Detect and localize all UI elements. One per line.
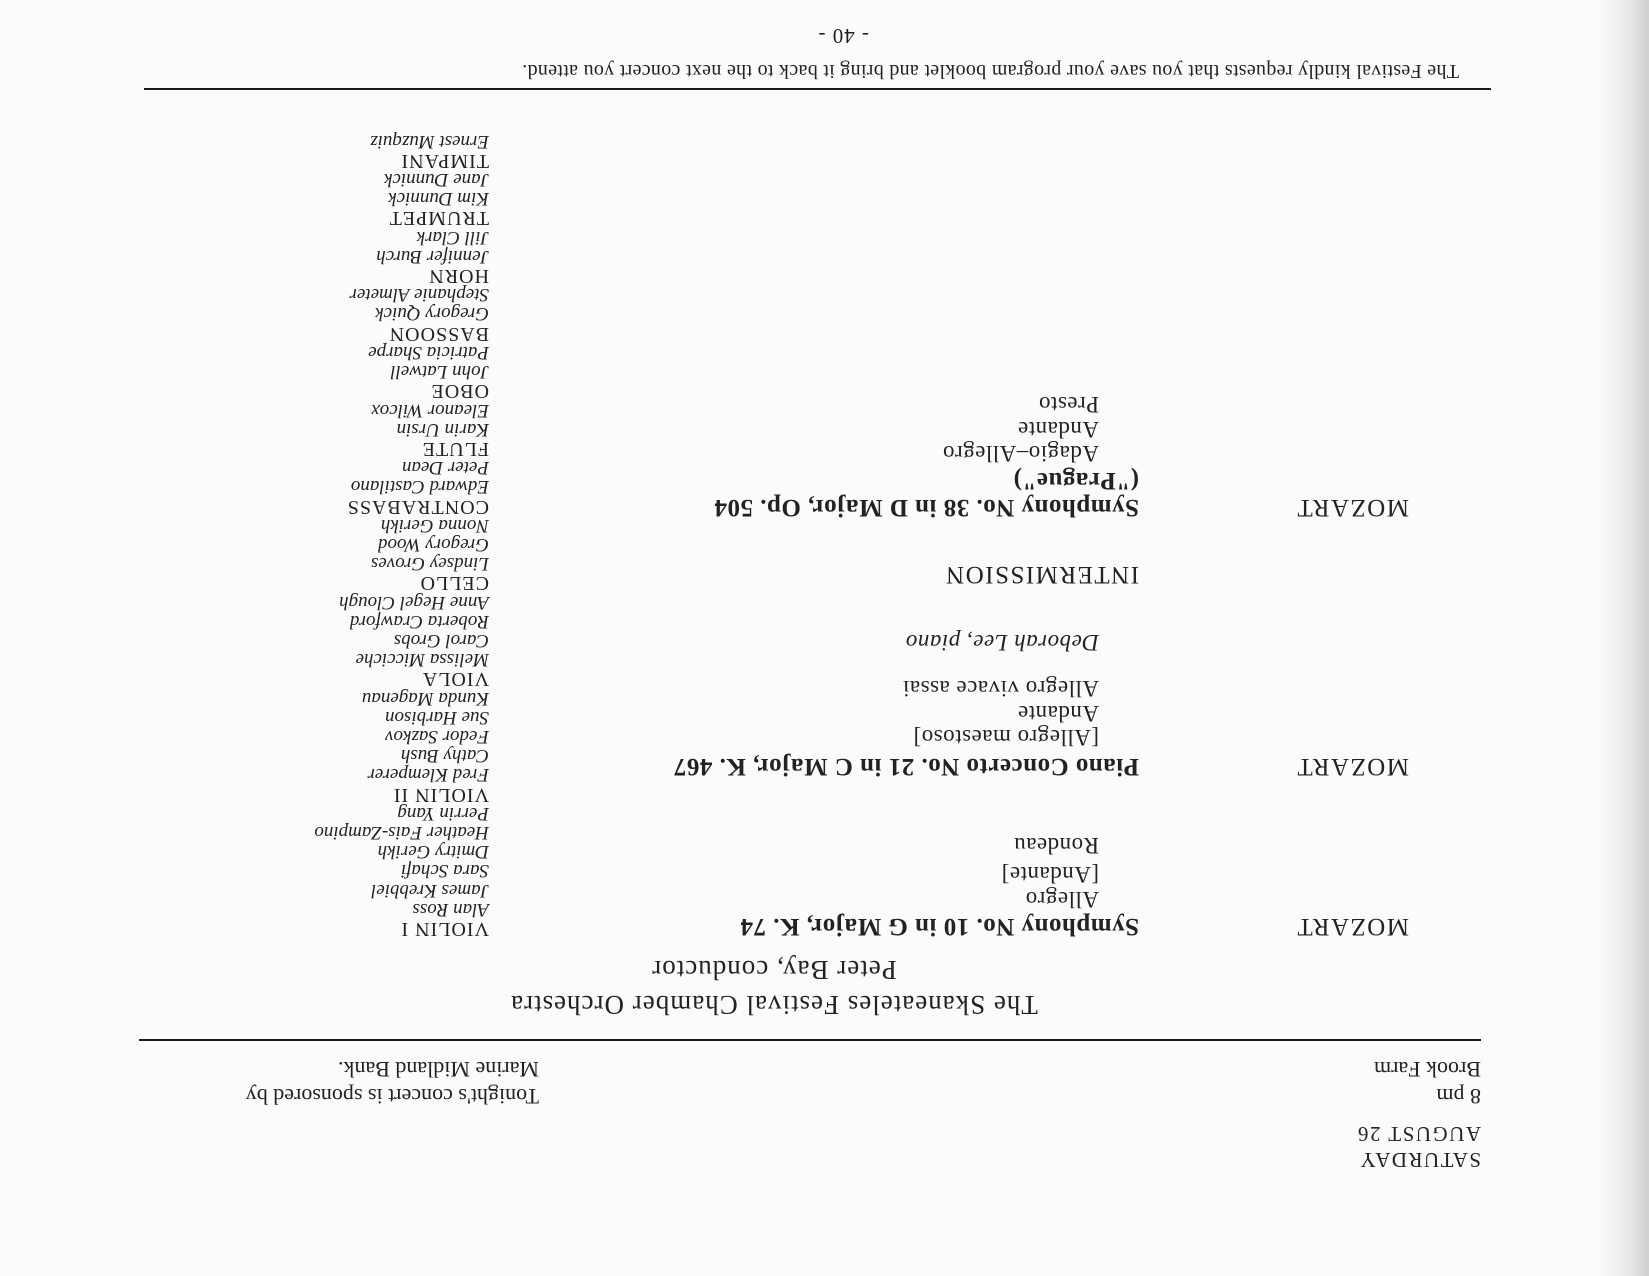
roster-name: Kunda Magenau [361,687,489,709]
roster-name: Roberta Crawford [349,610,489,632]
roster-section-horn: HORN [428,265,489,288]
conductor: Peter Bay, conductor [651,955,897,985]
roster-name: Nonna Gerikh [380,514,489,536]
roster-section-trumpet: TRUMPET [388,207,489,230]
roster-name: Anne Hegel Clough [339,591,489,613]
work3-movement-3: Presto [1038,392,1099,417]
roster-name: James Krebbiel [370,879,489,901]
orchestra-name: The Skaneateles Festival Chamber Orchestra [510,990,1038,1020]
concert-date: AUGUST 26 [1356,1122,1481,1146]
concert-venue: Brook Farm [1374,1057,1481,1082]
work3-movement-1: Adagio–Allegro [942,441,1099,466]
roster-name: Carol Grobs [393,629,489,651]
work2-title: Piano Concerto No. 21 in C Major, K. 467 [673,753,1139,780]
roster-name: Alan Ross [412,898,489,920]
roster-name: Jill Clark [416,226,489,248]
footer-note: The Festival kindly requests that you save your program booklet and bring it back to the next concert you attend. [521,60,1459,82]
roster-section-violin1: VIOLIN I [400,918,489,940]
roster-name: Gregory Quick [375,303,489,325]
roster-name: Lindsey Groves [370,553,489,575]
work1-composer: MOZART [1295,913,1409,940]
work1-movement-1: Allegro [1025,887,1099,912]
roster-name: Dmitry Gerikh [377,841,489,863]
work1-movement-2: [Andante] [1001,862,1099,887]
work3-title: Symphony No. 38 in D Major, Op. 504 [714,494,1139,521]
roster-section-timpani: TIMPANI [400,149,489,172]
scan-edge-shadow [1597,0,1649,1276]
roster-name: Melissa Micciche [355,649,489,671]
roster-name: Edward Castilano [350,476,489,498]
roster-name: Patricia Sharpe [368,341,489,363]
roster-name: Kim Dunnick [388,188,489,210]
roster-name: Gregory Wood [377,533,489,555]
roster-section-oboe: OBOE [430,380,489,403]
roster-name: Cathy Bush [400,745,489,767]
roster-name: Karin Ursin [396,418,489,440]
roster-name: Eleanor Wilcox [371,399,489,421]
work1-title: Symphony No. 10 in G Major, K. 74 [740,913,1139,940]
work2-movement-3: Allegro vivace assai [902,676,1099,701]
roster-section-flute: FLUTE [421,437,489,460]
concert-time: 8 pm [1436,1084,1481,1109]
roster-section-viola: VIOLA [421,668,489,691]
work2-movement-1: [Allegro maestoso] [913,725,1099,750]
work2-soloist: Deborah Lee, piano [905,630,1099,655]
roster-name: Heather Fais-Zampino [314,821,489,843]
sponsor-line-1: Tonight's concert is sponsored by [245,1084,539,1109]
roster-name: Sara Schafi [400,860,489,882]
sponsor-line-2: Marine Midland Bank. [337,1057,539,1082]
work2-movement-2: Andante [1017,701,1099,726]
concert-day: SATURDAY [1358,1148,1481,1172]
roster-name: Jane Dunnick [384,169,489,191]
roster-section-violin2: VIOLIN II [392,783,489,806]
work1-movement-3: Rondeau [1013,833,1099,858]
roster-name: John Latwell [390,361,489,383]
intermission: INTERMISSION [944,561,1139,588]
roster-name: Stephanie Almeter [349,284,489,306]
roster-name: Sue Harbison [385,706,489,728]
work2-composer: MOZART [1295,753,1409,780]
roster-name: Fedor Sazkov [385,725,489,747]
work3-subtitle: ("Prague") [1013,467,1139,494]
roster-name: Jennifer Burch [376,245,489,267]
work3-movement-2: Andante [1017,417,1099,442]
header-rule [139,1039,1481,1041]
roster-section-cello: CELLO [419,572,489,595]
roster-name: Perrin Yang [397,802,489,824]
roster-name: Fred Klemperer [367,764,489,786]
footer-rule [144,88,1491,90]
roster-name: Peter Dean [401,457,489,479]
roster-section-bassoon: BASSOON [388,322,489,345]
roster-section-contrabass: CONTRABASS [346,495,489,518]
work3-composer: MOZART [1295,494,1409,521]
roster-name: Ernest Muzquiz [370,130,489,152]
orchestra-roster [314,131,489,938]
page-number: - 40 - [817,24,869,48]
